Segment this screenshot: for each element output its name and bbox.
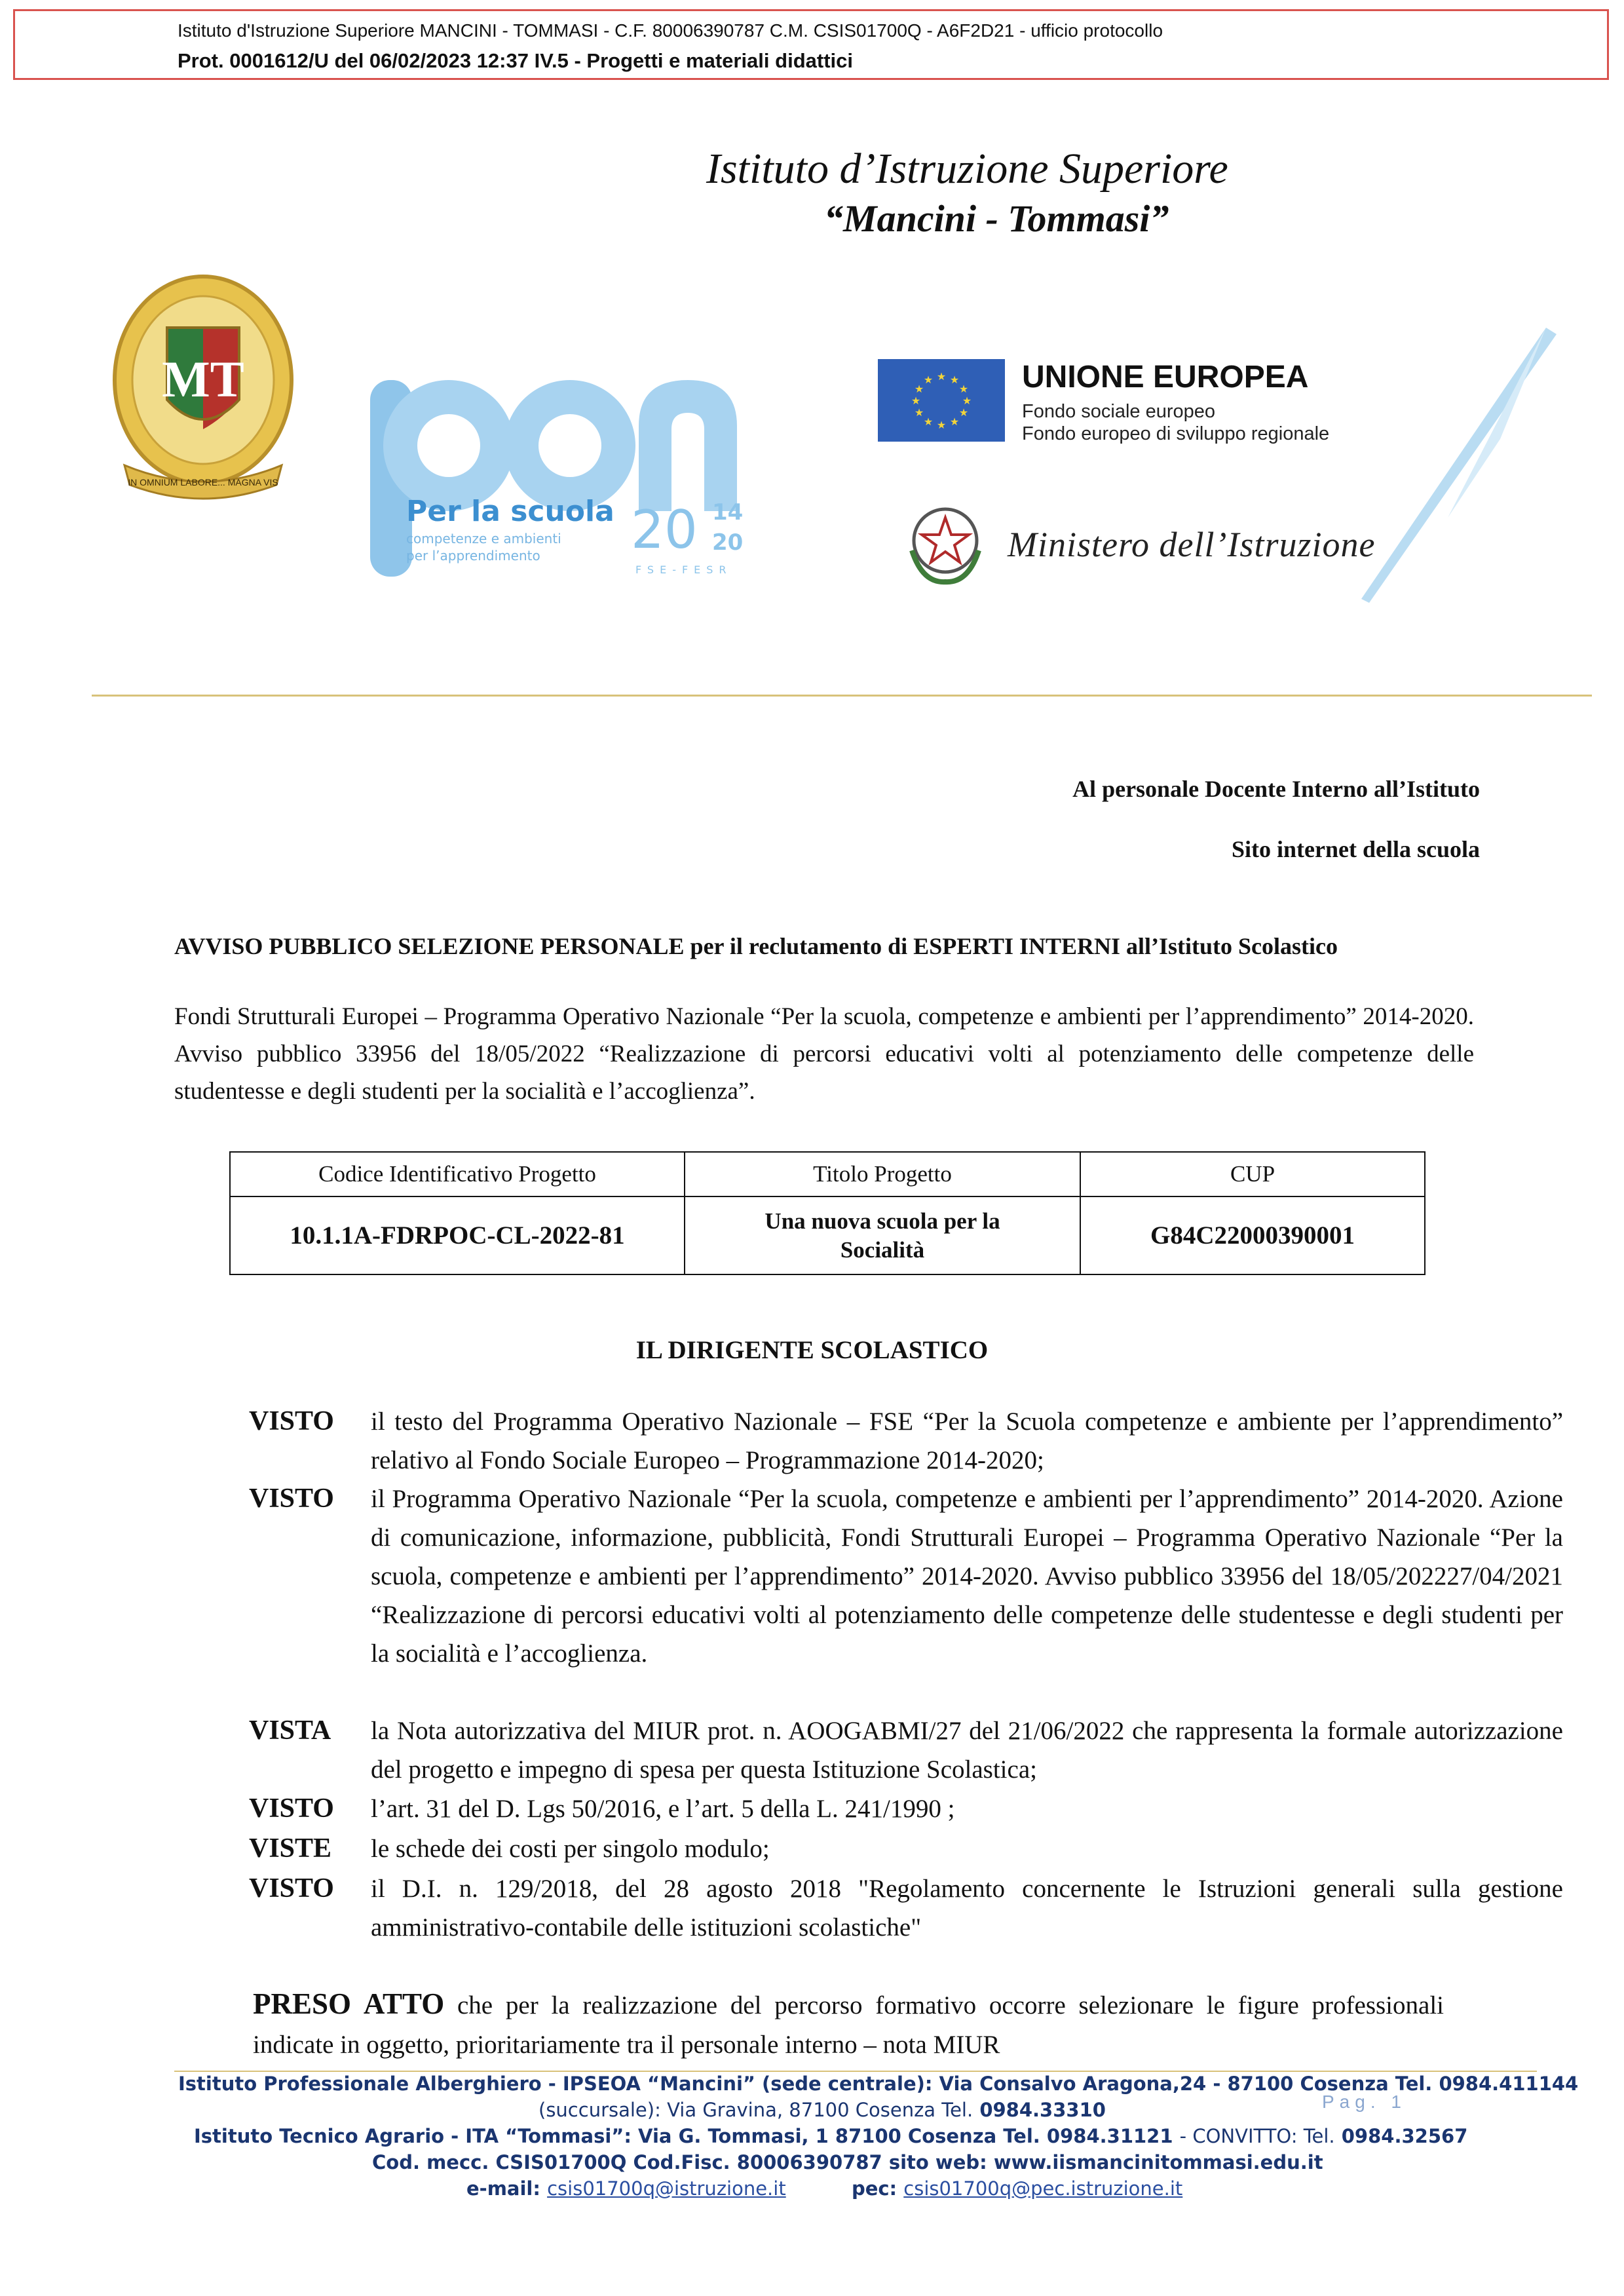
preso-atto-paragraph: [253, 1984, 1444, 2065]
consideration-text: il D.I. n. 129/2018, del 28 agosto 2018 "Regolamento concernente le Istruzioni generali sulla gestione amministrativo-contabile delle istituzioni scolastiche": [371, 1875, 1563, 1942]
footer-codes: Cod. mecc. CSIS01700Q Cod.Fisc. 80006390787 sito web: www.iismancinitommasi.edu.it: [372, 2151, 1323, 2173]
pec-link[interactable]: csis01700q@pec.istruzione.it: [903, 2177, 1183, 2200]
italian-republic-emblem: [903, 498, 988, 590]
protocol-stamp: [13, 9, 1609, 80]
pon-year-20b: 20: [712, 529, 744, 556]
institute-name: Istituto d’Istruzione Superiore: [706, 145, 1228, 193]
pon-funds: FSE-FESR: [635, 564, 732, 576]
svg-text:★: ★: [936, 370, 947, 383]
footer-contacts: [466, 2177, 1182, 2200]
footer-succursale-tel: 0984.33310: [979, 2099, 1106, 2121]
crest-initials: MT: [162, 351, 244, 408]
svg-text:★: ★: [936, 419, 947, 431]
crest-motto: IN OMNIUM LABORE... MAGNA VIS: [128, 477, 278, 488]
preso-atto-text: che per la realizzazione del percorso formativo occorre selezionare le figure professionali indicate in oggetto, prioritariamente tra il personale interno – nota MIUR: [253, 1991, 1444, 2059]
footer-succursale: [538, 2099, 1106, 2121]
project-table: [229, 1151, 1426, 1275]
header-cup: CUP: [1080, 1152, 1425, 1196]
keyword-visto: VISTO: [249, 1793, 334, 1824]
cell-titolo: Una nuova scuola per la Socialità: [685, 1196, 1080, 1274]
page-number: Pag. 1: [1322, 2092, 1407, 2112]
pon-tagline: Per la scuola: [406, 495, 614, 528]
svg-text:★: ★: [949, 415, 960, 428]
svg-text:★: ★: [949, 373, 960, 386]
footer-ita-tel: 0984.31121: [1046, 2125, 1173, 2147]
consideration-text: il testo del Programma Operativo Nazionale – FSE “Per la Scuola competenze e ambiente per l’apprendimento” relativo al Fondo Sociale Europeo – Programmazione 2014-2020;: [371, 1407, 1563, 1474]
header-divider: [92, 695, 1592, 697]
svg-text:★: ★: [923, 415, 934, 428]
pon-year-20: 20: [631, 499, 698, 560]
keyword-visto: VISTO: [249, 1483, 334, 1514]
decorative-swoosh: [1350, 321, 1559, 609]
svg-text:★: ★: [962, 394, 972, 407]
consideration-text: la Nota autorizzativa del MIUR prot. n. AOOGABMI/27 del 21/06/2022 che rappresenta la formale autorizzazione del progetto e impegno di spesa per questa Istituzione Scolastica;: [371, 1717, 1563, 1784]
recipient-sito: Sito internet della scuola: [1232, 836, 1480, 862]
table-header-row: [230, 1152, 1425, 1196]
stamp-line-2: Prot. 0001612/U del 06/02/2023 12:37 IV.5 - Progetti e materiali didattici: [178, 49, 853, 72]
avviso-title: AVVISO PUBBLICO SELEZIONE PERSONALE per il reclutamento di ESPERTI INTERNI all’Istituto Scolastico: [174, 933, 1338, 959]
table-row: [230, 1196, 1425, 1274]
header-titolo: Titolo Progetto: [685, 1152, 1080, 1196]
eu-title: UNIONE EUROPEA: [1022, 360, 1309, 394]
footer-convitto-tel: 0984.32567: [1341, 2125, 1468, 2147]
keyword-preso-atto: PRESO ATTO: [253, 1987, 445, 2020]
eu-fund-1: Fondo sociale europeo: [1022, 401, 1216, 422]
keyword-visto: VISTO: [249, 1406, 334, 1436]
pon-sub2: per l’apprendimento: [406, 548, 540, 564]
email-link[interactable]: csis01700q@istruzione.it: [547, 2177, 786, 2200]
dirigente-heading: IL DIRIGENTE SCOLASTICO: [635, 1336, 989, 1364]
svg-text:★: ★: [923, 373, 934, 386]
pon-logo: [364, 354, 770, 590]
eu-fund-2: Fondo europeo di sviluppo regionale: [1022, 423, 1330, 444]
cell-cup: G84C22000390001: [1080, 1196, 1425, 1274]
pon-year-14: 14: [712, 499, 744, 526]
keyword-vista: VISTA: [249, 1715, 331, 1746]
school-crest-logo: [105, 269, 301, 511]
consideration-text: il Programma Operativo Nazionale “Per la scuola, competenze e ambienti per l’apprendimento” 2014-2020. Azione di comunicazione, informazione, pubblicità, Fondi Strutturali Europei – Programma Operativo Nazionale “Per la scuola, competenze e ambienti per l’apprendimento” 2014-2020. Avviso pubblico 33956 del 18/05/202227/04/2021 “Realizzazione di percorsi educativi volti al potenziamento delle competenze delle studentesse e degli studenti per la socialità e l’accoglienza.: [371, 1485, 1563, 1668]
svg-text:★: ★: [958, 406, 969, 419]
keyword-visto: VISTO: [249, 1873, 334, 1904]
avviso-body: Fondi Strutturali Europei – Programma Operativo Nazionale “Per la scuola, competenze e ambienti per l’apprendimento” 2014-2020. Avviso pubblico 33956 del 18/05/2022 “Realizzazione di percorsi educativi volti al potenziamento delle competenze delle studentesse e degli studenti per la socialità e l’accoglienza”.: [174, 1003, 1474, 1105]
footer-succursale-text: (succursale): Via Gravina, 87100 Cosenza Tel.: [538, 2099, 973, 2121]
email-label: e-mail:: [466, 2177, 540, 2200]
header-codice: Codice Identificativo Progetto: [230, 1152, 685, 1196]
footer-ita: [194, 2125, 1467, 2147]
svg-text:★: ★: [914, 406, 924, 419]
footer-divider: [174, 2071, 1537, 2072]
keyword-viste: VISTE: [249, 1833, 332, 1864]
footer-ipseoa-text: Istituto Professionale Alberghiero - IPSEOA “Mancini” (sede centrale): Via Consalvo Aragona,24 - 87100 Cosenza Tel.: [178, 2073, 1433, 2095]
svg-text:★: ★: [914, 383, 924, 395]
pec-label: pec:: [851, 2177, 897, 2200]
eu-flag-icon: [878, 359, 1005, 442]
consideration-text: l’art. 31 del D. Lgs 50/2016, e l’art. 5 della L. 241/1990 ;: [371, 1795, 955, 1823]
consideration-text: le schede dei costi per singolo modulo;: [371, 1835, 770, 1863]
cell-codice: 10.1.1A-FDRPOC-CL-2022-81: [230, 1196, 685, 1274]
pon-sub1: competenze e ambienti: [406, 531, 561, 546]
stamp-line-1: Istituto d'Istruzione Superiore MANCINI - TOMMASI - C.F. 80006390787 C.M. CSIS01700Q - A6F2D21 - ufficio protocollo: [178, 20, 1163, 41]
ministry-name: Ministero dell’Istruzione: [1008, 525, 1376, 564]
footer-ipseoa-tel: 0984.411144: [1439, 2073, 1579, 2095]
svg-text:★: ★: [958, 383, 969, 395]
svg-text:★: ★: [911, 394, 921, 407]
institute-subname: “Mancini - Tommasi”: [824, 197, 1169, 240]
recipient-docenti: Al personale Docente Interno all’Istituto: [1072, 776, 1480, 802]
footer-ita-text: Istituto Tecnico Agrario - ITA “Tommasi”: Via G. Tommasi, 1 87100 Cosenza Tel.: [194, 2125, 1040, 2147]
footer-convitto: - CONVITTO: Tel.: [1179, 2125, 1335, 2147]
